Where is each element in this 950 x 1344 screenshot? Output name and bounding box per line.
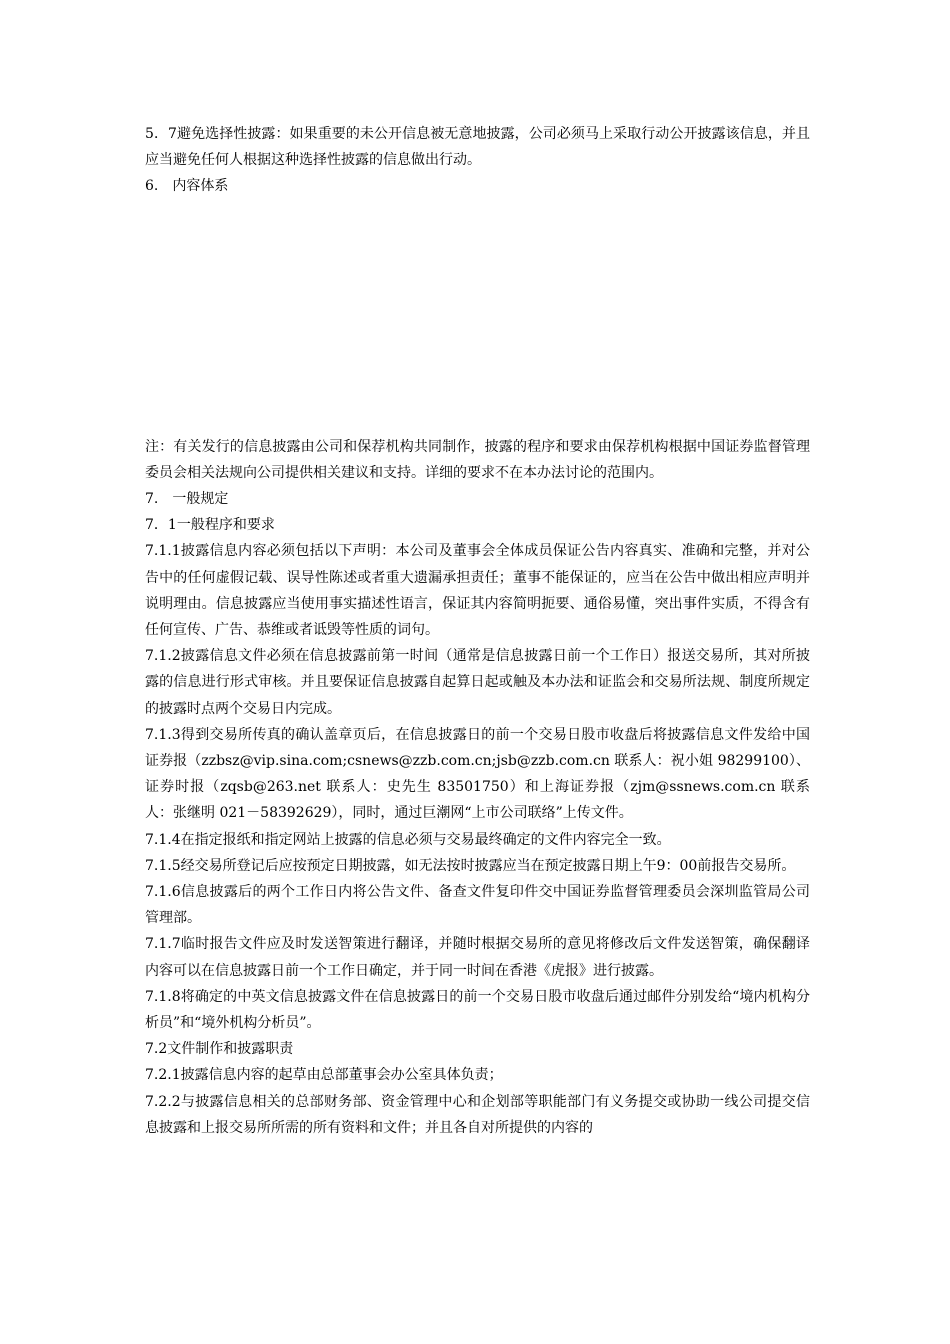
paragraph-7-2-1: 7.2.1披露信息内容的起草由总部董事会办公室具体负责； xyxy=(145,1067,503,1084)
note-paragraph: 注：有关发行的信息披露由公司和保荐机构共同制作，披露的程序和要求由保荐机构根据中国证券监督管理委员会相关法规向公司提供相关建议和支持。详细的要求不在本办法讨论的范围内。 xyxy=(145,438,810,481)
paragraph-5-7: 5．7避免选择性披露：如果重要的未公开信息被无意地披露，公司必须马上采取行动公开披露该信息，并且应当避免任何人根据这种选择性披露的信息做出行动。 xyxy=(145,126,810,169)
paragraph-7-2-2: 7.2.2与披露信息相关的总部财务部、资金管理中心和企划部等职能部门有义务提交或协助一线公司提交信息披露和上报交易所所需的所有资料和文件；并且各自对所提供的内容的 xyxy=(145,1093,810,1136)
paragraph-7-1-6: 7.1.6信息披露后的两个工作日内将公告文件、备查文件复印件交中国证券监督管理委员会深圳监管局公司管理部。 xyxy=(145,884,810,927)
heading-7-1: 7．1一般程序和要求 xyxy=(145,517,275,534)
blank-content-area xyxy=(145,200,810,434)
paragraph-7-1-8: 7.1.8将确定的中英文信息披露文件在信息披露日的前一个交易日股市收盘后通过邮件分别发给“境内机构分析员”和“境外机构分析员”。 xyxy=(145,988,810,1032)
heading-7-general-rules: 7. 一般规定 xyxy=(145,491,229,508)
paragraph-7-1-2: 7.1.2披露信息文件必须在信息披露前第一时间（通常是信息披露日前一个工作日）报送交易所，其对所披露的信息进行形式审核。并且要保证信息披露自起算日起或触及本办法和证监会和交易所法规、制度所规定的披露时点两个交易日内完成。 xyxy=(145,648,810,717)
paragraph-7-1-5: 7.1.5经交易所登记后应按预定日期披露，如无法按时披露应当在预定披露日期上午9：00前报告交易所。 xyxy=(145,857,796,874)
document-page xyxy=(145,121,810,1141)
paragraph-7-1-7: 7.1.7临时报告文件应及时发送智策进行翻译，并随时根据交易所的意见将修改后文件发送智策，确保翻译内容可以在信息披露日前一个工作日确定，并于同一时间在香港《虎报》进行披露。 xyxy=(145,936,810,979)
paragraph-7-1-1: 7.1.1披露信息内容必须包括以下声明：本公司及董事会全体成员保证公告内容真实、准确和完整，并对公告中的任何虚假记载、误导性陈述或者重大遗漏承担责任；董事不能保证的，应当在公告中做出相应声明并说明理由。信息披露应当使用事实描述性语言，保证其内容简明扼要、通俗易懂，突出事件实质，不得含有任何宣传、广告、恭维或者诋毁等性质的词句。 xyxy=(145,543,810,639)
paragraph-7-1-3: 7.1.3得到交易所传真的确认盖章页后，在信息披露日的前一个交易日股市收盘后将披露信息文件发给中国证券报（zzbsz@vip.sina.com;csnews@zzb.com.cn;jsb@zzb.com.cn 联系人：祝小姐 98299100）、证券时报（zqsb@263.net 联系人：史先生 83501750）和上海证券报（zjm@ssnews.com.cn 联系人：张继明 021－58392629），同时，通过巨潮网“上市公司联络”上传文件。 xyxy=(145,726,810,822)
paragraph-7-1-4: 7.1.4在指定报纸和指定网站上披露的信息必须与交易最终确定的文件内容完全一致。 xyxy=(145,831,671,848)
heading-7-2: 7.2文件制作和披露职责 xyxy=(145,1041,294,1058)
heading-6-content-system: 6. 内容体系 xyxy=(145,178,229,195)
